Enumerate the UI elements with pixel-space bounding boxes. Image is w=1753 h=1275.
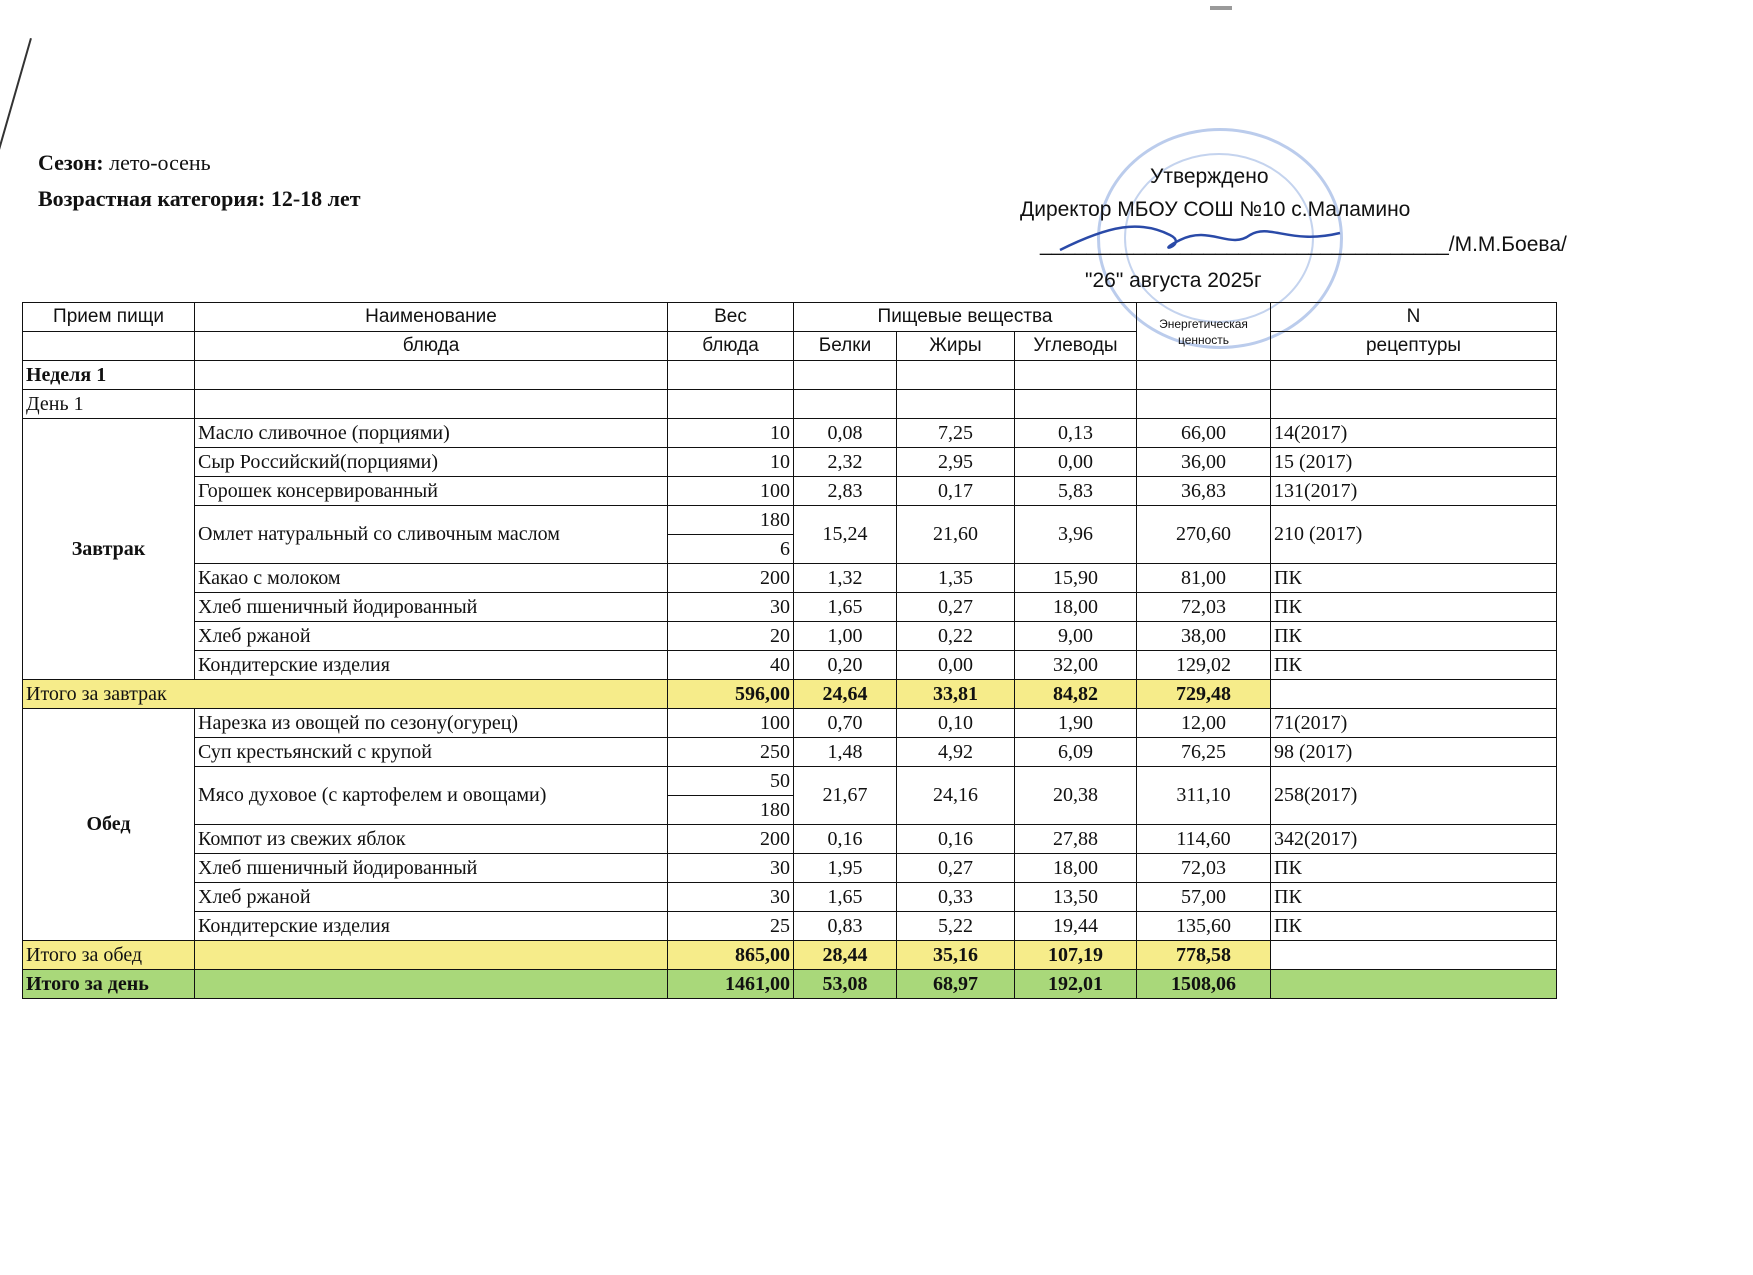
dish-name: Суп крестьянский с крупой [195, 738, 668, 767]
dish-recipe: 15 (2017) [1271, 448, 1557, 477]
dish-proteins: 1,00 [794, 622, 897, 651]
dish-energy: 72,03 [1137, 854, 1271, 883]
dish-carbs: 19,44 [1015, 912, 1137, 941]
day-total-energy: 1508,06 [1137, 970, 1271, 999]
dish-fats: 0,27 [897, 854, 1015, 883]
dish-fats: 0,33 [897, 883, 1015, 912]
header-weight-2: блюда [668, 332, 794, 361]
dish-proteins: 0,08 [794, 419, 897, 448]
lunch-total-weight: 865,00 [668, 941, 794, 970]
approval-position: Директор МБОУ СОШ №10 с.Маламино [1020, 198, 1411, 221]
dish-carbs: 32,00 [1015, 651, 1137, 680]
breakfast-total-fats: 33,81 [897, 680, 1015, 709]
approval-signature-line: ___________________________________/М.М.Боева/ [1040, 233, 1567, 256]
dish-fats: 0,16 [897, 825, 1015, 854]
dish-fats: 2,95 [897, 448, 1015, 477]
table-row [23, 825, 1557, 854]
dish-carbs: 0,00 [1015, 448, 1137, 477]
dish-fats: 0,00 [897, 651, 1015, 680]
dish-proteins: 1,48 [794, 738, 897, 767]
dish-proteins: 2,83 [794, 477, 897, 506]
day-total-row [23, 970, 1557, 999]
dish-weight: 10 [668, 419, 794, 448]
dish-proteins: 2,32 [794, 448, 897, 477]
dish-weight: 30 [668, 854, 794, 883]
dish-energy: 129,02 [1137, 651, 1271, 680]
dish-weight-extra: 180 [668, 796, 794, 825]
dish-energy: 66,00 [1137, 419, 1271, 448]
scan-line [0, 38, 32, 183]
approval-title: Утверждено [1150, 165, 1269, 188]
dish-name: Хлеб пшеничный йодированный [195, 593, 668, 622]
table-row [23, 564, 1557, 593]
dish-recipe: ПК [1271, 651, 1557, 680]
meal-breakfast: Завтрак [23, 419, 195, 680]
dish-carbs: 15,90 [1015, 564, 1137, 593]
dish-fats: 0,27 [897, 593, 1015, 622]
dish-fats: 7,25 [897, 419, 1015, 448]
dish-fats: 5,22 [897, 912, 1015, 941]
breakfast-total-carbs: 84,82 [1015, 680, 1137, 709]
dish-carbs: 27,88 [1015, 825, 1137, 854]
table-row [23, 448, 1557, 477]
menu-table [22, 302, 1557, 999]
lunch-total-label: Итого за обед [23, 941, 195, 970]
dish-energy: 114,60 [1137, 825, 1271, 854]
breakfast-total-energy: 729,48 [1137, 680, 1271, 709]
dish-weight: 30 [668, 883, 794, 912]
dish-carbs: 6,09 [1015, 738, 1137, 767]
dish-proteins: 1,65 [794, 883, 897, 912]
lunch-total-proteins: 28,44 [794, 941, 897, 970]
table-row [23, 622, 1557, 651]
dish-weight: 25 [668, 912, 794, 941]
dish-recipe: 210 (2017) [1271, 506, 1557, 564]
dish-energy: 311,10 [1137, 767, 1271, 825]
week-label: Неделя 1 [23, 361, 195, 390]
dish-proteins: 1,65 [794, 593, 897, 622]
header-row-2 [23, 332, 1557, 361]
dish-energy: 38,00 [1137, 622, 1271, 651]
header-name-2: блюда [195, 332, 668, 361]
dish-energy: 36,83 [1137, 477, 1271, 506]
header-proteins: Белки [794, 332, 897, 361]
dish-recipe: ПК [1271, 883, 1557, 912]
header-nutrients: Пищевые вещества [794, 303, 1137, 332]
header-row-1 [23, 303, 1557, 332]
dish-weight: 20 [668, 622, 794, 651]
dish-name: Кондитерские изделия [195, 651, 668, 680]
dish-weight: 30 [668, 593, 794, 622]
dish-weight-extra: 6 [668, 535, 794, 564]
table-row [23, 709, 1557, 738]
dish-carbs: 0,13 [1015, 419, 1137, 448]
dish-proteins: 0,83 [794, 912, 897, 941]
day-total-label: Итого за день [23, 970, 195, 999]
header-recipe-2: рецептуры [1271, 332, 1557, 361]
dish-recipe: ПК [1271, 854, 1557, 883]
breakfast-total-label: Итого за завтрак [23, 680, 668, 709]
dish-energy: 135,60 [1137, 912, 1271, 941]
dish-name: Нарезка из овощей по сезону(огурец) [195, 709, 668, 738]
scan-mark [1210, 6, 1232, 10]
dish-energy: 81,00 [1137, 564, 1271, 593]
dish-name: Хлеб ржаной [195, 883, 668, 912]
dish-fats: 1,35 [897, 564, 1015, 593]
dish-proteins: 1,95 [794, 854, 897, 883]
table-row [23, 419, 1557, 448]
breakfast-total-row [23, 680, 1557, 709]
header-energy: Энергетическая ценность [1137, 303, 1271, 361]
dish-proteins: 0,16 [794, 825, 897, 854]
dish-carbs: 18,00 [1015, 593, 1137, 622]
dish-energy: 270,60 [1137, 506, 1271, 564]
dish-proteins: 15,24 [794, 506, 897, 564]
header-recipe: N [1271, 303, 1557, 332]
dish-weight: 100 [668, 477, 794, 506]
table-row [23, 651, 1557, 680]
dish-fats: 24,16 [897, 767, 1015, 825]
dish-weight: 40 [668, 651, 794, 680]
dish-fats: 0,10 [897, 709, 1015, 738]
day-row [23, 390, 1557, 419]
dish-weight: 200 [668, 825, 794, 854]
dish-carbs: 18,00 [1015, 854, 1137, 883]
dish-carbs: 13,50 [1015, 883, 1137, 912]
meal-lunch: Обед [23, 709, 195, 941]
breakfast-total-weight: 596,00 [668, 680, 794, 709]
day-total-proteins: 53,08 [794, 970, 897, 999]
dish-name: Масло сливочное (порциями) [195, 419, 668, 448]
table-row [23, 854, 1557, 883]
lunch-total-carbs: 107,19 [1015, 941, 1137, 970]
table-row [23, 912, 1557, 941]
dish-carbs: 1,90 [1015, 709, 1137, 738]
dish-weight: 200 [668, 564, 794, 593]
dish-recipe: 131(2017) [1271, 477, 1557, 506]
dish-name: Компот из свежих яблок [195, 825, 668, 854]
breakfast-total-proteins: 24,64 [794, 680, 897, 709]
dish-fats: 0,17 [897, 477, 1015, 506]
header-weight: Вес [668, 303, 794, 332]
lunch-total-row [23, 941, 1557, 970]
day-total-carbs: 192,01 [1015, 970, 1137, 999]
table-row [23, 593, 1557, 622]
dish-fats: 4,92 [897, 738, 1015, 767]
dish-energy: 57,00 [1137, 883, 1271, 912]
table-row [23, 883, 1557, 912]
day-total-fats: 68,97 [897, 970, 1015, 999]
header-fats: Жиры [897, 332, 1015, 361]
lunch-total-energy: 778,58 [1137, 941, 1271, 970]
dish-proteins: 0,70 [794, 709, 897, 738]
season-label: Сезон: [38, 150, 104, 175]
day-label: День 1 [23, 390, 195, 419]
dish-carbs: 20,38 [1015, 767, 1137, 825]
dish-recipe: 71(2017) [1271, 709, 1557, 738]
dish-name: Хлеб пшеничный йодированный [195, 854, 668, 883]
header-name: Наименование [195, 303, 668, 332]
dish-proteins: 1,32 [794, 564, 897, 593]
dish-carbs: 9,00 [1015, 622, 1137, 651]
dish-name: Горошек консервированный [195, 477, 668, 506]
dish-recipe: 342(2017) [1271, 825, 1557, 854]
header-carbs: Углеводы [1015, 332, 1137, 361]
dish-name: Кондитерские изделия [195, 912, 668, 941]
season-value: лето-осень [109, 150, 211, 175]
table-row [23, 738, 1557, 767]
age-category-label: Возрастная категория: 12-18 лет [38, 186, 361, 211]
dish-recipe: 98 (2017) [1271, 738, 1557, 767]
table-row [23, 506, 1557, 535]
dish-recipe: ПК [1271, 593, 1557, 622]
dish-name: Какао с молоком [195, 564, 668, 593]
dish-name: Мясо духовое (с картофелем и овощами) [195, 767, 668, 825]
dish-weight: 180 [668, 506, 794, 535]
dish-proteins: 0,20 [794, 651, 897, 680]
dish-name: Хлеб ржаной [195, 622, 668, 651]
age-category [38, 186, 361, 212]
dish-energy: 72,03 [1137, 593, 1271, 622]
header-meal: Прием пищи [23, 303, 195, 332]
dish-weight: 50 [668, 767, 794, 796]
table-row [23, 477, 1557, 506]
dish-carbs: 5,83 [1015, 477, 1137, 506]
season-line [38, 150, 211, 176]
dish-name: Омлет натуральный со сливочным маслом [195, 506, 668, 564]
week-row [23, 361, 1557, 390]
dish-energy: 36,00 [1137, 448, 1271, 477]
dish-recipe: 14(2017) [1271, 419, 1557, 448]
dish-recipe: ПК [1271, 912, 1557, 941]
dish-weight: 10 [668, 448, 794, 477]
dish-proteins: 21,67 [794, 767, 897, 825]
day-total-weight: 1461,00 [668, 970, 794, 999]
dish-recipe: 258(2017) [1271, 767, 1557, 825]
dish-weight: 250 [668, 738, 794, 767]
dish-weight: 100 [668, 709, 794, 738]
dish-recipe: ПК [1271, 622, 1557, 651]
dish-fats: 21,60 [897, 506, 1015, 564]
dish-carbs: 3,96 [1015, 506, 1137, 564]
dish-energy: 12,00 [1137, 709, 1271, 738]
dish-energy: 76,25 [1137, 738, 1271, 767]
dish-fats: 0,22 [897, 622, 1015, 651]
table-row [23, 767, 1557, 796]
lunch-total-fats: 35,16 [897, 941, 1015, 970]
approval-date: "26" августа 2025г [1085, 269, 1262, 292]
dish-name: Сыр Российский(порциями) [195, 448, 668, 477]
dish-recipe: ПК [1271, 564, 1557, 593]
